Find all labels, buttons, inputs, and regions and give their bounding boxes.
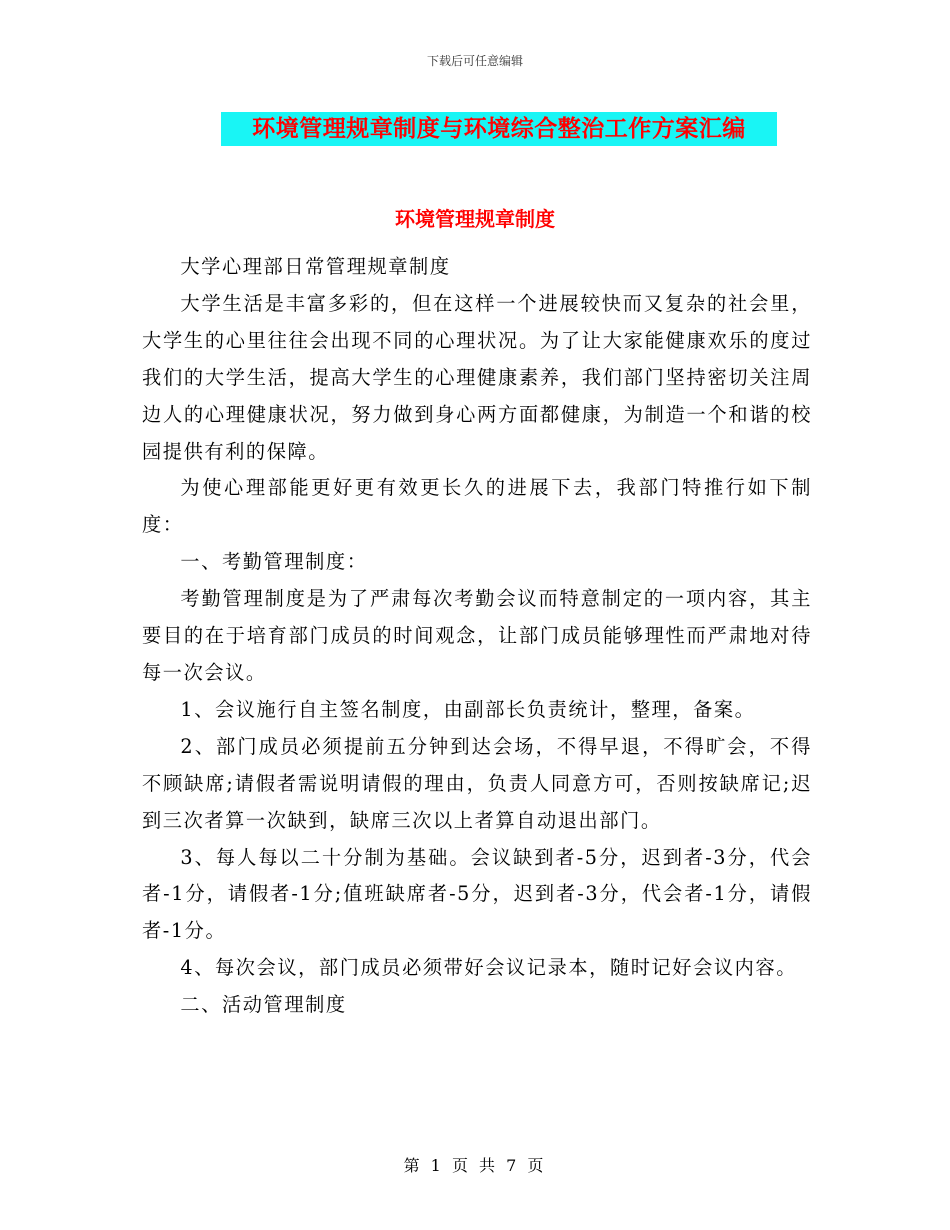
paragraph-heading-attendance: 一、考勤管理制度： <box>180 550 368 574</box>
section-title: 环境管理规章制度 <box>395 207 555 231</box>
paragraph-subtitle: 大学心理部日常管理规章制度 <box>180 255 451 278</box>
document-title: 环境管理规章制度与环境综合整治工作方案汇编 <box>221 112 777 146</box>
header-note: 下载后可任意编辑 <box>426 54 523 68</box>
document-body <box>142 249 812 1024</box>
paragraph-attendance-desc: 考勤管理制度是为了严肃每次考勤会议而特意制定的一项内容，其主要目的在于培育部门成员的时间观念，让部门成员能够理性而严肃地对待每一次会议。 <box>142 587 812 684</box>
paragraph-heading-activity: 二、活动管理制度 <box>180 993 347 1017</box>
paragraph-rule-4: 4、每次会议，部门成员必须带好会议记录本，随时记好会议内容。 <box>180 956 798 980</box>
page-footer: 第 1 页 共 7 页 <box>403 1156 547 1175</box>
paragraph-intro: 大学生活是丰富多彩的，但在这样一个进展较快而又复杂的社会里，大学生的心里往往会出现不同的心理状况。为了让大家能健康欢乐的度过我们的大学生活，提高大学生的心理健康素养，我们部门坚持密切关注周边人的心理健康状况，努力做到身心两方面都健康，为制造一个和谐的校园提供有利的保障。 <box>142 291 812 463</box>
paragraph-purpose: 为使心理部能更好更有效更长久的进展下去，我部门特推行如下制度： <box>142 476 812 537</box>
paragraph-rule-3: 3、每人每以二十分制为基础。会议缺到者-5分，迟到者-3分，代会者-1分，请假者-1分;值班缺席者-5分，迟到者-3分，代会者-1分，请假者-1分。 <box>142 845 812 943</box>
paragraph-rule-2: 2、部门成员必须提前五分钟到达会场，不得早退，不得旷会，不得不顾缺席;请假者需说明请假的理由，负责人同意方可，否则按缺席记;迟到三次者算一次缺到，缺席三次以上者算自动退出部门。 <box>142 734 812 832</box>
paragraph-rule-1: 1、会议施行自主签名制度，由副部长负责统计，整理，备案。 <box>180 697 756 721</box>
